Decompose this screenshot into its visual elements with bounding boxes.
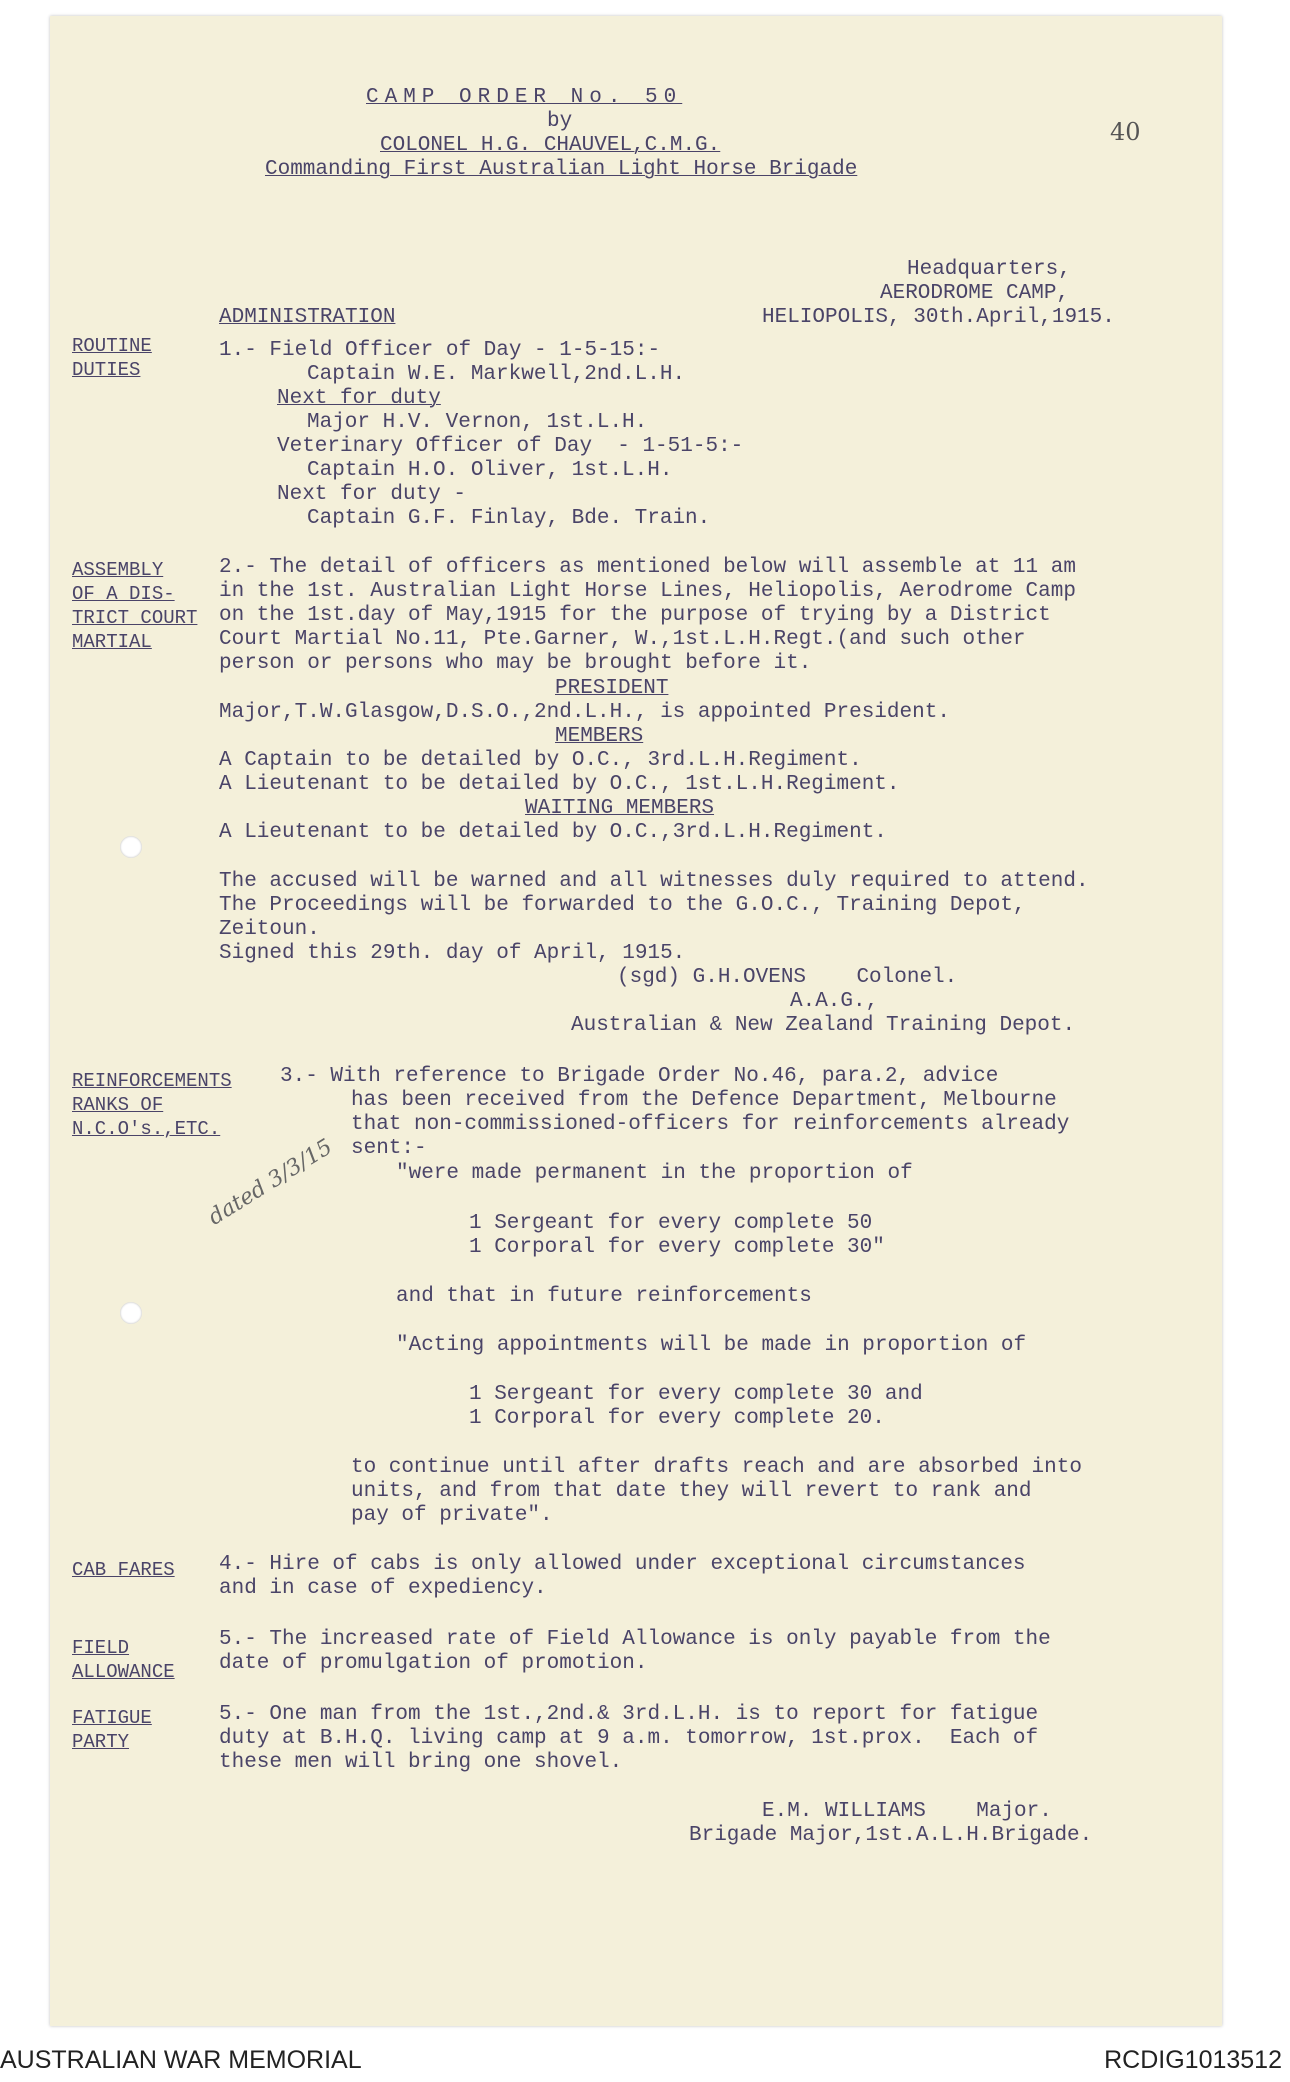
text-line: "Acting appointments will be made in proportion of <box>396 1334 1027 1357</box>
text-line: in the 1st. Australian Light Horse Lines, Heliopolis, Aerodrome Camp <box>219 580 1076 603</box>
side-heading: ALLOWANCE <box>72 1661 175 1683</box>
text-line: A.A.G., <box>790 990 879 1013</box>
text-line: to continue until after drafts reach and are absorbed into <box>351 1456 1082 1479</box>
text-line: The Proceedings will be forwarded to the G.O.C., Training Depot, <box>219 894 1026 917</box>
side-heading: FIELD <box>72 1637 130 1659</box>
subheading: WAITING MEMBERS <box>525 797 715 820</box>
footer-identifier: RCDIG1013512 <box>1104 2046 1282 2074</box>
text-line: 3.- With reference to Brigade Order No.46, para.2, advice <box>280 1065 999 1088</box>
text-line: The accused will be warned and all witnesses duly required to attend. <box>219 870 1089 893</box>
text-line: Next for duty <box>277 387 441 410</box>
location-line-1: Headquarters, <box>907 258 1071 281</box>
side-heading: N.C.O's.,ETC. <box>72 1118 221 1140</box>
side-heading: MARTIAL <box>72 631 152 653</box>
subheading: PRESIDENT <box>555 677 669 700</box>
text-line: these men will bring one shovel. <box>219 1751 623 1774</box>
side-heading: ASSEMBLY <box>72 559 164 581</box>
admin-heading: ADMINISTRATION <box>219 306 396 329</box>
subheading: MEMBERS <box>555 725 644 748</box>
text-line: Next for duty - <box>277 483 467 506</box>
text-line: 5.- One man from the 1st.,2nd.& 3rd.L.H. is to report for fatigue <box>219 1703 1039 1726</box>
text-line: Signed this 29th. day of April, 1915. <box>219 942 686 965</box>
text-line: 4.- Hire of cabs is only allowed under exceptional circumstances <box>219 1553 1026 1576</box>
text-line: 1 Sergeant for every complete 50 <box>469 1212 873 1235</box>
signature-title: Brigade Major,1st.A.L.H.Brigade. <box>689 1824 1093 1847</box>
punch-hole <box>120 836 142 858</box>
side-heading: OF A DIS- <box>72 583 175 605</box>
side-heading: CAB FARES <box>72 1559 175 1581</box>
text-line: 1 Corporal for every complete 20. <box>469 1407 885 1430</box>
text-line: A Captain to be detailed by O.C., 3rd.L.H.Regiment. <box>219 749 862 772</box>
side-heading: TRICT COURT <box>72 607 198 629</box>
text-line: person or persons who may be brought before it. <box>219 652 812 675</box>
command-line: Commanding First Australian Light Horse Brigade <box>265 158 858 181</box>
text-line: pay of private". <box>351 1504 553 1527</box>
side-heading: REINFORCEMENTS <box>72 1070 232 1092</box>
text-line: "were made permanent in the proportion of <box>396 1162 913 1185</box>
text-line: units, and from that date they will revert to rank and <box>351 1480 1032 1503</box>
side-heading: ROUTINE <box>72 335 152 357</box>
side-heading: RANKS OF <box>72 1094 164 1116</box>
text-line: Captain G.F. Finlay, Bde. Train. <box>307 507 711 530</box>
text-line: and that in future reinforcements <box>396 1285 812 1308</box>
text-line: 1.- Field Officer of Day - 1-5-15:- <box>219 339 661 362</box>
text-line: (sgd) G.H.OVENS Colonel. <box>617 966 958 989</box>
text-line: Court Martial No.11, Pte.Garner, W.,1st.L.H.Regt.(and such other <box>219 628 1026 651</box>
side-heading: DUTIES <box>72 359 141 381</box>
order-by: by <box>547 110 573 133</box>
order-title: CAMP ORDER No. 50 <box>366 86 683 109</box>
text-line: 5.- The increased rate of Field Allowance is only payable from the <box>219 1628 1051 1651</box>
pencil-annotation: dated 3/3/15 <box>204 1134 337 1231</box>
text-line: Major H.V. Vernon, 1st.L.H. <box>307 411 648 434</box>
text-line: Captain W.E. Markwell,2nd.L.H. <box>307 363 686 386</box>
signature-name: E.M. WILLIAMS Major. <box>762 1800 1052 1823</box>
text-line: A Lieutenant to be detailed by O.C., 1st.L.H.Regiment. <box>219 773 900 796</box>
text-line: has been received from the Defence Department, Melbourne <box>351 1089 1057 1112</box>
punch-hole <box>120 1302 142 1324</box>
text-line: 1 Corporal for every complete 30" <box>469 1236 885 1259</box>
text-line: 1 Sergeant for every complete 30 and <box>469 1383 923 1406</box>
commander-name: COLONEL H.G. CHAUVEL,C.M.G. <box>380 134 721 157</box>
text-line: on the 1st.day of May,1915 for the purpose of trying by a District <box>219 604 1051 627</box>
text-line: duty at B.H.Q. living camp at 9 a.m. tomorrow, 1st.prox. Each of <box>219 1727 1039 1750</box>
side-heading: PARTY <box>72 1731 130 1753</box>
side-heading: FATIGUE <box>72 1707 152 1729</box>
page-number: 40 <box>1110 118 1141 146</box>
text-line: Veterinary Officer of Day - 1-51-5:- <box>277 435 744 458</box>
text-line: A Lieutenant to be detailed by O.C.,3rd.L.H.Regiment. <box>219 821 887 844</box>
location-line-3: HELIOPOLIS, 30th.April,1915. <box>762 306 1115 329</box>
text-line: and in case of expediency. <box>219 1577 547 1600</box>
location-line-2: AERODROME CAMP, <box>880 282 1070 305</box>
text-line: Major,T.W.Glasgow,D.S.O.,2nd.L.H., is appointed President. <box>219 701 950 724</box>
text-line: date of promulgation of promotion. <box>219 1652 648 1675</box>
text-line: Zeitoun. <box>219 918 320 941</box>
text-line: 2.- The detail of officers as mentioned below will assemble at 11 am <box>219 556 1076 579</box>
text-line: sent:- <box>351 1137 427 1160</box>
text-line: Australian & New Zealand Training Depot. <box>571 1014 1076 1037</box>
text-line: that non-commissioned-officers for reinforcements already <box>351 1113 1070 1136</box>
footer-source: AUSTRALIAN WAR MEMORIAL <box>0 2046 362 2074</box>
text-line: Captain H.O. Oliver, 1st.L.H. <box>307 459 673 482</box>
